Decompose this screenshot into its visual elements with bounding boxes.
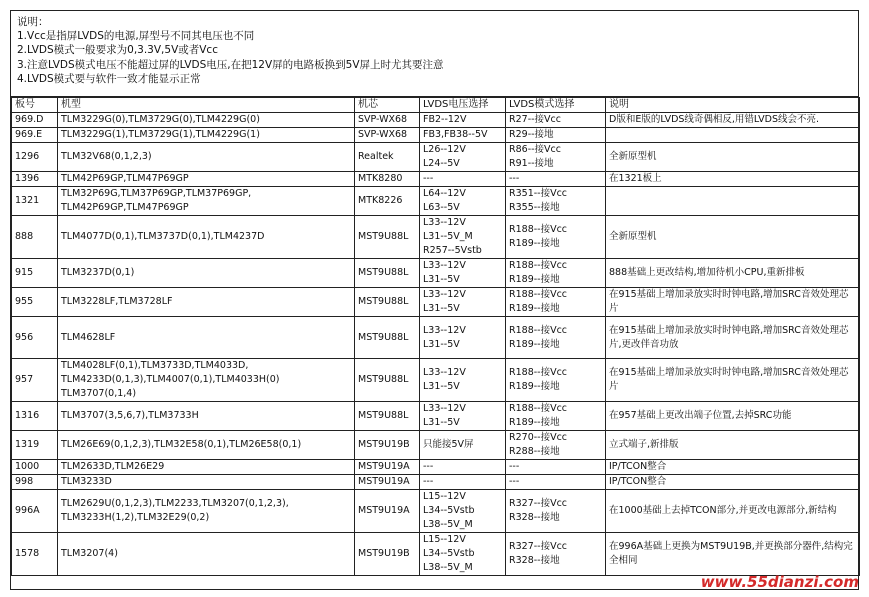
- chassis-cell-text: MST9U88L: [358, 374, 409, 385]
- note-cell-text: 888基础上更改结构,增加待机小CPU,重新排板: [609, 267, 805, 278]
- board-cell: [12, 172, 58, 187]
- table-row: [12, 431, 860, 460]
- mode-cell-line: R189--接地: [509, 238, 560, 249]
- note-cell: [606, 113, 860, 128]
- voltage-cell: [420, 288, 506, 317]
- board-cell: [12, 490, 58, 533]
- table-row: [12, 216, 860, 259]
- mode-cell-line: ---: [509, 461, 520, 472]
- voltage-cell-line: L64--12V: [423, 188, 466, 199]
- note-cell-text: D版和E版的LVDS线奇偶相反,用错LVDS线会不亮.: [609, 114, 820, 125]
- board-cell-text: 998: [15, 476, 34, 487]
- board-cell: [12, 475, 58, 490]
- board-cell: [12, 317, 58, 359]
- chassis-cell-text: MST9U19B: [358, 548, 410, 559]
- chassis-cell: [355, 288, 420, 317]
- chassis-cell-text: MST9U19A: [358, 461, 410, 472]
- voltage-cell-line: L33--12V: [423, 260, 466, 271]
- voltage-cell-line: R257--5Vstb: [423, 245, 482, 256]
- models-cell-line: TLM32V68(0,1,2,3): [61, 151, 152, 162]
- models-cell: [58, 113, 355, 128]
- chassis-cell-text: MST9U88L: [358, 231, 409, 242]
- note-cell: [606, 431, 860, 460]
- voltage-cell-line: ---: [423, 476, 434, 487]
- chassis-cell: [355, 359, 420, 402]
- voltage-cell-line: L31--5V: [423, 303, 460, 314]
- mode-cell-line: R188--接Vcc: [509, 289, 568, 300]
- models-cell-line: TLM3707(0,1,4): [61, 388, 137, 399]
- voltage-cell-line: L34--5Vstb: [423, 505, 475, 516]
- board-cell: [12, 187, 58, 216]
- models-cell-line: TLM2633D,TLM26E29: [61, 461, 165, 472]
- models-cell-line: TLM3233H(1,2),TLM32E29(0,2): [61, 512, 210, 523]
- models-cell: [58, 216, 355, 259]
- models-cell: [58, 533, 355, 576]
- note-cell: [606, 460, 860, 475]
- chassis-cell-text: SVP-WX68: [358, 129, 408, 140]
- chassis-cell-text: Realtek: [358, 151, 394, 162]
- chassis-cell-text: MTK8280: [358, 173, 403, 184]
- chassis-cell: [355, 475, 420, 490]
- notes-title: 说明：: [17, 16, 49, 28]
- note-cell: [606, 475, 860, 490]
- note-cell-text: 在915基础上增加录放实时时钟电路,增加SRC音效处理芯片,更改伴音功放: [609, 324, 849, 350]
- voltage-cell-line: L31--5V: [423, 381, 460, 392]
- chassis-cell: [355, 113, 420, 128]
- voltage-cell-line: ---: [423, 173, 434, 184]
- board-cell-text: 969.D: [15, 114, 44, 125]
- table-row: [12, 490, 860, 533]
- chassis-cell: [355, 128, 420, 143]
- header-note: 说明: [606, 98, 860, 113]
- note-cell-text: 在996A基础上更换为MST9U19B,并更换部分器件,结构完全相同: [609, 541, 853, 566]
- models-cell-line: TLM3229G(0),TLM3729G(0),TLM4229G(0): [61, 114, 260, 125]
- voltage-cell-line: L24--5V: [423, 158, 460, 169]
- mode-cell-line: R86--接Vcc: [509, 144, 561, 155]
- mode-cell: [506, 259, 606, 288]
- header-mode: LVDS模式选择: [506, 98, 606, 113]
- mode-cell: [506, 172, 606, 187]
- models-cell-line: TLM3228LF,TLM3728LF: [61, 296, 173, 307]
- board-cell: [12, 460, 58, 475]
- mode-cell: [506, 490, 606, 533]
- header-models: 机型: [58, 98, 355, 113]
- voltage-cell: [420, 431, 506, 460]
- board-cell-text: 1396: [15, 173, 40, 184]
- voltage-cell-line: L38--5V_M: [423, 519, 473, 530]
- table-row: [12, 359, 860, 402]
- note-cell: [606, 172, 860, 187]
- models-cell-line: TLM3233D: [61, 476, 112, 487]
- voltage-cell-line: L63--5V: [423, 202, 460, 213]
- mode-cell-line: R188--接Vcc: [509, 224, 568, 235]
- chassis-cell: [355, 172, 420, 187]
- chassis-cell-text: MST9U88L: [358, 410, 409, 421]
- mode-cell-line: R328--接地: [509, 512, 560, 523]
- models-cell-line: TLM26E69(0,1,2,3),TLM32E58(0,1),TLM26E58(0,1): [61, 439, 302, 450]
- mode-cell-line: R270--接Vcc: [509, 432, 568, 443]
- watermark: www.55dianzi.com: [700, 573, 859, 591]
- voltage-cell: [420, 460, 506, 475]
- table-row: [12, 128, 860, 143]
- voltage-cell-line: L31--5V: [423, 338, 460, 350]
- voltage-cell: [420, 490, 506, 533]
- note-cell-text: 在915基础上增加录放实时时钟电路,增加SRC音效处理芯片: [609, 289, 849, 314]
- table-row: [12, 172, 860, 187]
- voltage-cell: [420, 143, 506, 172]
- table-row: [12, 402, 860, 431]
- chassis-cell: [355, 143, 420, 172]
- mode-cell-line: ---: [509, 173, 520, 184]
- board-cell-text: 955: [15, 296, 34, 307]
- note-cell: [606, 533, 860, 576]
- voltage-cell-line: L31--5V_M: [423, 231, 473, 242]
- note-cell-text: IP/TCON整合: [609, 476, 667, 487]
- spec-sheet: [10, 10, 859, 590]
- models-cell-line: TLM32P69G,TLM37P69GP,TLM37P69GP,: [61, 188, 252, 199]
- table-row: [12, 288, 860, 317]
- mode-cell: [506, 113, 606, 128]
- note-cell: [606, 317, 860, 359]
- note-line: 1.Vcc是指屏LVDS的电源,屏型号不同其电压也不同: [17, 30, 255, 43]
- board-cell-text: 1578: [15, 548, 40, 559]
- mode-cell-line: R29--接地: [509, 129, 554, 140]
- voltage-cell-line: L33--12V: [423, 403, 466, 414]
- board-cell-text: 888: [15, 231, 34, 242]
- voltage-cell-line: L31--5V: [423, 274, 460, 285]
- voltage-cell-line: L15--12V: [423, 534, 466, 545]
- board-cell: [12, 216, 58, 259]
- voltage-cell: [420, 216, 506, 259]
- note-cell: [606, 143, 860, 172]
- voltage-cell-line: FB2--12V: [423, 114, 467, 125]
- voltage-cell-line: L33--12V: [423, 324, 466, 336]
- note-line: 2.LVDS模式一般要求为0,3.3V,5V或者Vcc: [17, 44, 218, 57]
- mode-cell-line: R327--接Vcc: [509, 498, 568, 509]
- models-cell-line: TLM3707(3,5,6,7),TLM3733H: [61, 410, 199, 421]
- mode-cell-line: R328--接地: [509, 555, 560, 566]
- note-cell: [606, 187, 860, 216]
- voltage-cell: [420, 317, 506, 359]
- board-cell: [12, 113, 58, 128]
- mode-cell-line: R288--接地: [509, 446, 560, 457]
- board-cell: [12, 402, 58, 431]
- notes-section: [11, 11, 858, 97]
- mode-cell: [506, 475, 606, 490]
- board-cell: [12, 143, 58, 172]
- voltage-cell-line: FB3,FB38--5V: [423, 129, 488, 140]
- board-cell-text: 1319: [15, 439, 40, 450]
- models-cell: [58, 172, 355, 187]
- table-row: [12, 259, 860, 288]
- board-cell-text: 1321: [15, 195, 40, 206]
- voltage-cell: [420, 259, 506, 288]
- board-cell: [12, 533, 58, 576]
- models-cell-line: TLM4077D(0,1),TLM3737D(0,1),TLM4237D: [61, 231, 265, 242]
- mode-cell: [506, 288, 606, 317]
- voltage-cell: [420, 359, 506, 402]
- voltage-cell-line: L34--5Vstb: [423, 548, 475, 559]
- chassis-cell: [355, 187, 420, 216]
- table-row: [12, 475, 860, 490]
- note-cell-text: 立式端子,新排版: [609, 439, 679, 450]
- note-cell-text: 在1321板上: [609, 173, 662, 184]
- mode-cell: [506, 187, 606, 216]
- chassis-cell: [355, 317, 420, 359]
- voltage-cell: [420, 187, 506, 216]
- models-cell-line: TLM2629U(0,1,2,3),TLM2233,TLM3207(0,1,2,3),: [61, 498, 289, 509]
- mode-cell: [506, 143, 606, 172]
- voltage-cell-line: L38--5V_M: [423, 562, 473, 573]
- chassis-cell-text: SVP-WX68: [358, 114, 408, 125]
- board-cell-text: 957: [15, 374, 34, 385]
- mode-cell: [506, 317, 606, 359]
- voltage-cell-line: 只能接5V屏: [423, 439, 474, 450]
- chassis-cell-text: MST9U19B: [358, 439, 410, 450]
- note-cell: [606, 359, 860, 402]
- chassis-cell-text: MTK8226: [358, 195, 403, 206]
- voltage-cell-line: L15--12V: [423, 491, 466, 502]
- board-table: [11, 97, 860, 576]
- voltage-cell: [420, 128, 506, 143]
- board-cell: [12, 359, 58, 402]
- board-cell-text: 969.E: [15, 129, 43, 140]
- mode-cell-line: R188--接Vcc: [509, 260, 568, 271]
- board-cell: [12, 431, 58, 460]
- models-cell-line: TLM4628LF: [61, 331, 116, 343]
- mode-cell-line: R355--接地: [509, 202, 560, 213]
- note-cell-text: 全新原型机: [609, 151, 657, 162]
- header-board: 板号: [12, 98, 58, 113]
- models-cell: [58, 359, 355, 402]
- chassis-cell: [355, 533, 420, 576]
- note-cell: [606, 402, 860, 431]
- models-cell-line: TLM4233D(0,1,3),TLM4007(0,1),TLM4033H(0): [61, 374, 280, 385]
- board-cell-text: 956: [15, 331, 34, 343]
- voltage-cell: [420, 533, 506, 576]
- chassis-cell-text: MST9U19A: [358, 505, 410, 516]
- header-voltage: LVDS电压选择: [420, 98, 506, 113]
- models-cell: [58, 317, 355, 359]
- chassis-cell: [355, 402, 420, 431]
- models-cell: [58, 288, 355, 317]
- table-row: [12, 143, 860, 172]
- header-chassis: 机芯: [355, 98, 420, 113]
- mode-cell-line: R327--接Vcc: [509, 541, 568, 552]
- models-cell-line: TLM4028LF(0,1),TLM3733D,TLM4033D,: [61, 360, 249, 371]
- mode-cell: [506, 431, 606, 460]
- voltage-cell-line: L31--5V: [423, 417, 460, 428]
- mode-cell-line: R188--接Vcc: [509, 367, 568, 378]
- chassis-cell: [355, 460, 420, 475]
- models-cell: [58, 475, 355, 490]
- models-cell-line: TLM3237D(0,1): [61, 267, 135, 278]
- chassis-cell-text: MST9U88L: [358, 296, 409, 307]
- board-cell: [12, 288, 58, 317]
- note-cell: [606, 128, 860, 143]
- models-cell: [58, 143, 355, 172]
- models-cell-line: TLM3229G(1),TLM3729G(1),TLM4229G(1): [61, 129, 260, 140]
- voltage-cell: [420, 475, 506, 490]
- note-cell-text: 在1000基础上去掉TCON部分,并更改电源部分,新结构: [609, 505, 837, 516]
- mode-cell: [506, 533, 606, 576]
- mode-cell: [506, 460, 606, 475]
- note-cell: [606, 216, 860, 259]
- voltage-cell-line: L33--12V: [423, 217, 466, 228]
- voltage-cell-line: ---: [423, 461, 434, 472]
- voltage-cell: [420, 113, 506, 128]
- mode-cell-line: R188--接Vcc: [509, 324, 568, 336]
- mode-cell-line: R189--接地: [509, 381, 560, 392]
- models-cell: [58, 490, 355, 533]
- table-row: [12, 113, 860, 128]
- mode-cell-line: R91--接地: [509, 158, 554, 169]
- chassis-cell-text: MST9U19A: [358, 476, 410, 487]
- models-cell-line: TLM42P69GP,TLM47P69GP: [61, 173, 189, 184]
- board-cell: [12, 128, 58, 143]
- voltage-cell-line: L33--12V: [423, 367, 466, 378]
- voltage-cell-line: L33--12V: [423, 289, 466, 300]
- mode-cell: [506, 216, 606, 259]
- chassis-cell: [355, 216, 420, 259]
- chassis-cell: [355, 431, 420, 460]
- table-row: [12, 317, 860, 359]
- note-cell: [606, 288, 860, 317]
- voltage-cell-line: L26--12V: [423, 144, 466, 155]
- table-row: [12, 460, 860, 475]
- models-cell-line: TLM3207(4): [61, 548, 118, 559]
- voltage-cell: [420, 172, 506, 187]
- models-cell: [58, 460, 355, 475]
- table-header-row: [12, 98, 860, 113]
- note-cell-text: 在915基础上增加录放实时时钟电路,增加SRC音效处理芯片: [609, 367, 849, 392]
- chassis-cell: [355, 259, 420, 288]
- models-cell-line: TLM42P69GP,TLM47P69GP: [61, 202, 189, 213]
- mode-cell-line: R351--接Vcc: [509, 188, 568, 199]
- board-cell-text: 1296: [15, 151, 40, 162]
- mode-cell-line: R189--接地: [509, 417, 560, 428]
- models-cell: [58, 187, 355, 216]
- note-line: 4.LVDS模式要与软件一致才能显示正常: [17, 72, 201, 85]
- mode-cell: [506, 128, 606, 143]
- chassis-cell-text: MST9U88L: [358, 331, 409, 343]
- models-cell: [58, 402, 355, 431]
- board-cell-text: 915: [15, 267, 34, 278]
- board-cell-text: 996A: [15, 505, 40, 516]
- models-cell: [58, 431, 355, 460]
- mode-cell-line: R27--接Vcc: [509, 114, 561, 125]
- board-cell: [12, 259, 58, 288]
- mode-cell-line: R188--接Vcc: [509, 403, 568, 414]
- note-cell-text: 在957基础上更改出端子位置,去掉SRC功能: [609, 410, 792, 421]
- models-cell: [58, 128, 355, 143]
- board-cell-text: 1000: [15, 461, 40, 472]
- mode-cell-line: R189--接地: [509, 274, 560, 285]
- mode-cell-line: R189--接地: [509, 338, 560, 350]
- note-cell: [606, 490, 860, 533]
- chassis-cell: [355, 490, 420, 533]
- table-row: [12, 187, 860, 216]
- mode-cell-line: ---: [509, 476, 520, 487]
- note-cell-text: 全新原型机: [609, 231, 657, 242]
- note-cell-text: IP/TCON整合: [609, 461, 667, 472]
- note-line: 3.注意LVDS模式电压不能超过屏的LVDS电压,在把12V屏的电路板换到5V屏上时尤其要注意: [17, 58, 444, 71]
- voltage-cell: [420, 402, 506, 431]
- mode-cell-line: R189--接地: [509, 303, 560, 314]
- models-cell: [58, 259, 355, 288]
- mode-cell: [506, 402, 606, 431]
- mode-cell: [506, 359, 606, 402]
- table-row: [12, 533, 860, 576]
- board-cell-text: 1316: [15, 410, 40, 421]
- chassis-cell-text: MST9U88L: [358, 267, 409, 278]
- note-cell: [606, 259, 860, 288]
